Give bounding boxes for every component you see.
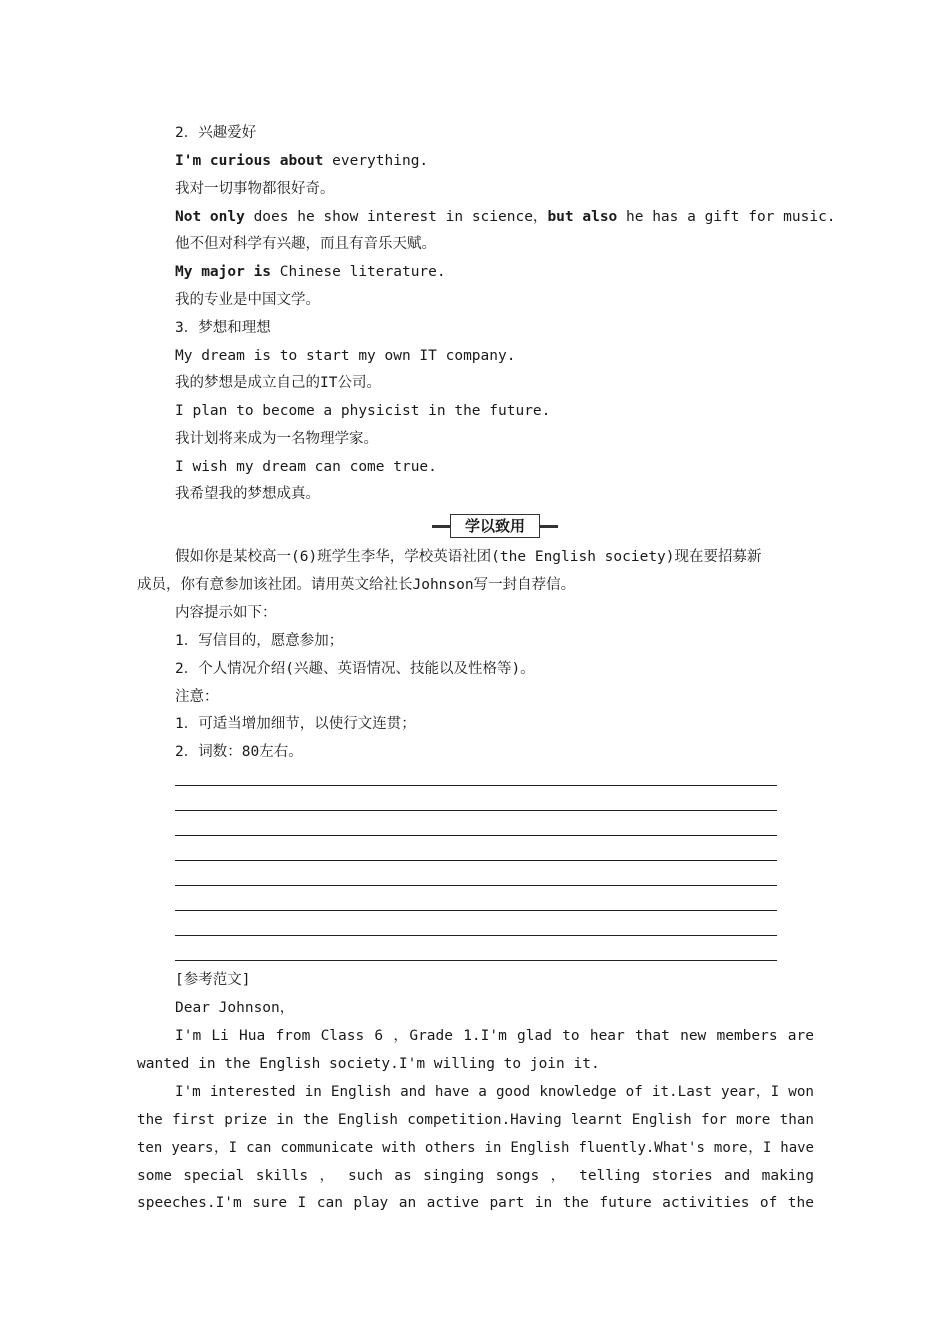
writing-line[interactable] — [175, 885, 777, 886]
example-sentence: I'm curious about everything. — [175, 153, 429, 169]
writing-line[interactable] — [175, 835, 777, 836]
task-text: 成员，你有意参加该社团。请用英文给社长Johnson写一封自荐信。 — [137, 577, 576, 593]
writing-line[interactable] — [175, 935, 777, 936]
task-text: 假如你是某校高一(6)班学生李华，学校英语社团(the English society)现在要招募新 — [175, 549, 762, 565]
letter-line: wanted in the English society.I'm willing to join it. — [137, 1056, 600, 1072]
key-phrase: I'm curious about — [175, 153, 324, 169]
section-heading-dreams: 3．梦想和理想 — [175, 320, 271, 336]
hint-title: 内容提示如下： — [175, 605, 277, 621]
translation: 我的梦想是成立自己的IT公司。 — [175, 375, 381, 391]
banner-title: 学以致用 — [450, 514, 540, 538]
writing-line[interactable] — [175, 810, 777, 811]
key-phrase: but also — [547, 209, 618, 225]
note-title: 注意： — [175, 689, 219, 705]
translation: 他不但对科学有兴趣，而且有音乐天赋。 — [175, 236, 436, 252]
example-sentence: I plan to become a physicist in the future. — [175, 403, 551, 419]
example-sentence: I wish my dream can come true. — [175, 459, 437, 475]
key-phrase: Not only — [175, 209, 245, 225]
example-sentence: Not only does he show interest in science，but also he has a gift for music. — [175, 209, 836, 225]
key-phrase: My major is — [175, 264, 272, 280]
note-item: 1．可适当增加细节，以使行文连贯； — [175, 716, 416, 732]
letter-line: ten years，I can communicate with others in English fluently.What's more，I have — [137, 1140, 814, 1156]
banner-left-bar — [432, 525, 452, 528]
letter-line: speeches.I'm sure I can play an active part in the future activities of the — [137, 1195, 814, 1211]
writing-line[interactable] — [175, 910, 777, 911]
hint-item: 1．写信目的，愿意参加； — [175, 633, 344, 649]
example-sentence: My major is Chinese literature. — [175, 264, 446, 280]
hint-item: 2．个人情况介绍(兴趣、英语情况、技能以及性格等)。 — [175, 661, 535, 677]
letter-greeting: Dear Johnson， — [175, 1000, 295, 1016]
reference-label: [参考范文] — [175, 972, 251, 988]
section-banner — [432, 514, 558, 538]
translation: 我的专业是中国文学。 — [175, 292, 320, 308]
letter-line: some special skills ， such as singing songs ， telling stories and making — [137, 1168, 814, 1184]
writing-line[interactable] — [175, 860, 777, 861]
note-item: 2．词数：80左右。 — [175, 744, 303, 760]
translation: 我对一切事物都很好奇。 — [175, 181, 335, 197]
section-heading-hobbies: 2．兴趣爱好 — [175, 125, 257, 141]
letter-line: I'm Li Hua from Class 6 ，Grade 1.I'm glad to hear that new members are — [175, 1028, 814, 1044]
letter-line: I'm interested in English and have a good knowledge of it.Last year，I won — [175, 1084, 814, 1100]
writing-line[interactable] — [175, 785, 777, 786]
translation: 我计划将来成为一名物理学家。 — [175, 431, 378, 447]
banner-right-bar — [538, 525, 558, 528]
writing-line[interactable] — [175, 960, 777, 961]
example-sentence: My dream is to start my own IT company. — [175, 348, 516, 364]
letter-line: the first prize in the English competition.Having learnt English for more than — [137, 1112, 814, 1128]
translation: 我希望我的梦想成真。 — [175, 486, 320, 502]
